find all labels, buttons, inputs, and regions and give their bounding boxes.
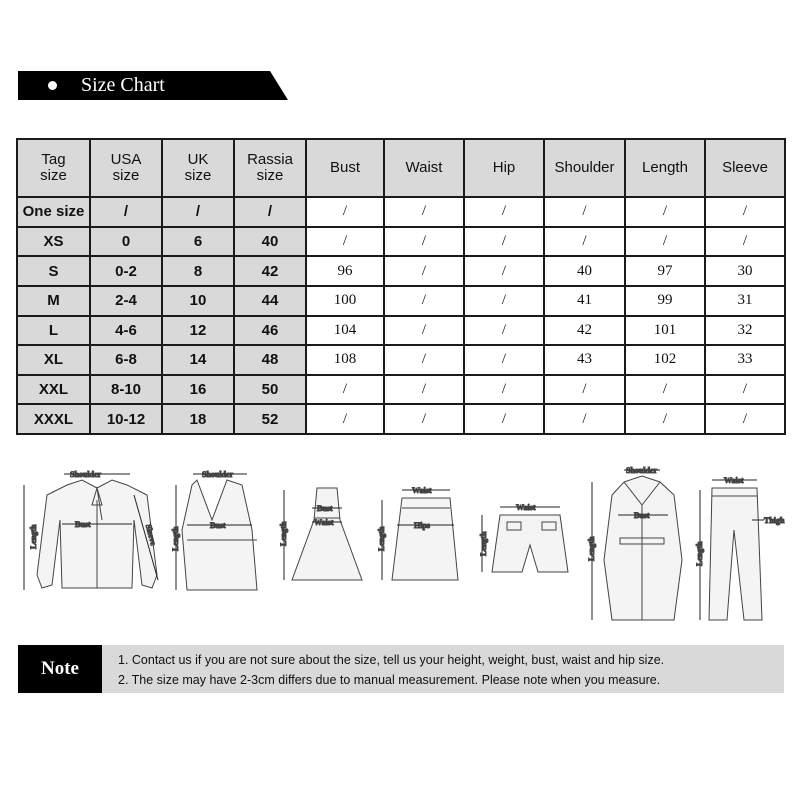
table-cell: XXL <box>17 375 90 405</box>
table-cell: L <box>17 316 90 346</box>
pants-waist-label: Waist <box>724 476 744 485</box>
table-row <box>17 375 785 405</box>
table-cell: / <box>464 404 544 434</box>
bullet-icon <box>48 81 57 90</box>
table-cell: / <box>464 227 544 257</box>
table-cell: / <box>464 256 544 286</box>
table-cell: / <box>705 404 785 434</box>
table-cell: 42 <box>544 316 625 346</box>
coat-figure <box>587 466 682 620</box>
skirt-waist-label: Waist <box>412 486 432 495</box>
table-cell: / <box>384 404 464 434</box>
tank-length-label: Length <box>171 526 180 551</box>
table-cell: / <box>306 375 384 405</box>
table-row <box>17 256 785 286</box>
table-cell: 8-10 <box>90 375 162 405</box>
table-cell: / <box>544 375 625 405</box>
table-cell: 52 <box>234 404 306 434</box>
skirt-hips-label: Hips <box>414 521 431 530</box>
dress-bust-label: Bust <box>317 504 333 513</box>
table-cell: / <box>384 286 464 316</box>
table-cell: 101 <box>625 316 705 346</box>
column-header: Length <box>625 139 705 197</box>
shorts-waist-label: Waist <box>516 503 536 512</box>
table-cell: / <box>464 316 544 346</box>
column-header: Waist <box>384 139 464 197</box>
table-row <box>17 345 785 375</box>
table-cell: / <box>705 227 785 257</box>
column-header: Sleeve <box>705 139 785 197</box>
table-cell: 18 <box>162 404 234 434</box>
column-header: USA size <box>90 139 162 197</box>
table-cell: / <box>234 197 306 227</box>
table-cell: 14 <box>162 345 234 375</box>
table-cell: / <box>90 197 162 227</box>
table-cell: One size <box>17 197 90 227</box>
table-cell: / <box>705 375 785 405</box>
table-cell: / <box>306 227 384 257</box>
table-cell: 33 <box>705 345 785 375</box>
column-header: UK size <box>162 139 234 197</box>
note-line-2: 2. The size may have 2-3cm differs due to manual measurement. Please note when you measure. <box>118 673 661 687</box>
blouse-bust-label: Bust <box>75 520 91 529</box>
table-cell: 97 <box>625 256 705 286</box>
table-cell: / <box>464 197 544 227</box>
table-row <box>17 316 785 346</box>
table-cell: 44 <box>234 286 306 316</box>
table-cell: S <box>17 256 90 286</box>
table-row <box>17 286 785 316</box>
table-cell: 99 <box>625 286 705 316</box>
column-header: Tag size <box>17 139 90 197</box>
skirt-length-label: Length <box>377 526 386 551</box>
column-header: Bust <box>306 139 384 197</box>
table-row <box>17 404 785 434</box>
table-cell: / <box>306 197 384 227</box>
table-cell: 12 <box>162 316 234 346</box>
table-cell: 41 <box>544 286 625 316</box>
table-cell: XXXL <box>17 404 90 434</box>
table-cell: / <box>544 404 625 434</box>
table-cell: / <box>384 375 464 405</box>
table-cell: 50 <box>234 375 306 405</box>
tank-shoulder-label: Shoulder <box>202 470 234 479</box>
coat-bust-label: Bust <box>634 511 650 520</box>
table-cell: 43 <box>544 345 625 375</box>
table-cell: XS <box>17 227 90 257</box>
table-cell: 0-2 <box>90 256 162 286</box>
table-cell: 46 <box>234 316 306 346</box>
table-cell: 6-8 <box>90 345 162 375</box>
table-cell: 30 <box>705 256 785 286</box>
table-body <box>17 197 785 434</box>
table-cell: / <box>625 227 705 257</box>
table-cell: / <box>384 197 464 227</box>
table-cell: 8 <box>162 256 234 286</box>
table-header-row <box>17 139 785 197</box>
table-cell: 40 <box>544 256 625 286</box>
table-row <box>17 227 785 257</box>
table-cell: 40 <box>234 227 306 257</box>
note-section <box>18 645 784 693</box>
table-cell: 16 <box>162 375 234 405</box>
table-cell: 0 <box>90 227 162 257</box>
tank-bust-label: Bust <box>210 521 226 530</box>
pants-thigh-label: Thigh <box>764 516 785 525</box>
note-line-1: 1. Contact us if you are not sure about the size, tell us your height, weight, bust, waist and hip size. <box>118 653 665 667</box>
table-cell: / <box>384 316 464 346</box>
table-cell: 96 <box>306 256 384 286</box>
table-cell: 108 <box>306 345 384 375</box>
table-cell: 31 <box>705 286 785 316</box>
column-header: Rassia size <box>234 139 306 197</box>
blouse-figure <box>24 470 158 590</box>
table-cell: / <box>544 197 625 227</box>
dress-length-label: Length <box>279 521 288 546</box>
table-cell: / <box>384 345 464 375</box>
size-table <box>16 138 786 435</box>
pants-length-label: Length <box>695 541 704 566</box>
table-cell: 32 <box>705 316 785 346</box>
note-label: Note <box>18 645 102 693</box>
dress-figure <box>279 488 362 580</box>
page-title: Size Chart <box>81 74 165 96</box>
garments-svg <box>12 460 788 630</box>
blouse-length-label: Length <box>29 524 38 549</box>
table-cell: 42 <box>234 256 306 286</box>
table-cell: XL <box>17 345 90 375</box>
table-cell: / <box>625 197 705 227</box>
skirt-figure <box>377 486 458 580</box>
table-cell: / <box>625 375 705 405</box>
table-row <box>17 197 785 227</box>
blouse-shoulder-label: Shoulder <box>70 470 102 479</box>
table-cell: 4-6 <box>90 316 162 346</box>
table-cell: M <box>17 286 90 316</box>
table-cell: 104 <box>306 316 384 346</box>
table-cell: 48 <box>234 345 306 375</box>
dress-waist-label: Waist <box>314 518 334 527</box>
column-header: Shoulder <box>544 139 625 197</box>
table-cell: / <box>464 375 544 405</box>
coat-shoulder-label: Shoulder <box>626 466 658 475</box>
column-header: Hip <box>464 139 544 197</box>
table-cell: 10-12 <box>90 404 162 434</box>
table-cell: 102 <box>625 345 705 375</box>
coat-length-label: Length <box>587 536 596 561</box>
shorts-figure <box>479 503 568 572</box>
table-cell: 100 <box>306 286 384 316</box>
pants-figure <box>695 476 785 620</box>
table-cell: / <box>384 256 464 286</box>
table-cell: / <box>384 227 464 257</box>
size-chart-banner <box>18 71 288 100</box>
table-cell: / <box>162 197 234 227</box>
table-cell: 10 <box>162 286 234 316</box>
garment-illustrations <box>12 460 788 630</box>
table-cell: / <box>306 404 384 434</box>
table-cell: / <box>464 345 544 375</box>
table-cell: / <box>464 286 544 316</box>
shorts-length-label: Length <box>479 531 488 556</box>
table-cell: 2-4 <box>90 286 162 316</box>
table-cell: / <box>705 197 785 227</box>
tank-top-figure <box>171 470 257 590</box>
table-cell: / <box>625 404 705 434</box>
table-cell: / <box>544 227 625 257</box>
table-cell: 6 <box>162 227 234 257</box>
blouse-sleeve-label: Sleeve <box>143 523 158 547</box>
